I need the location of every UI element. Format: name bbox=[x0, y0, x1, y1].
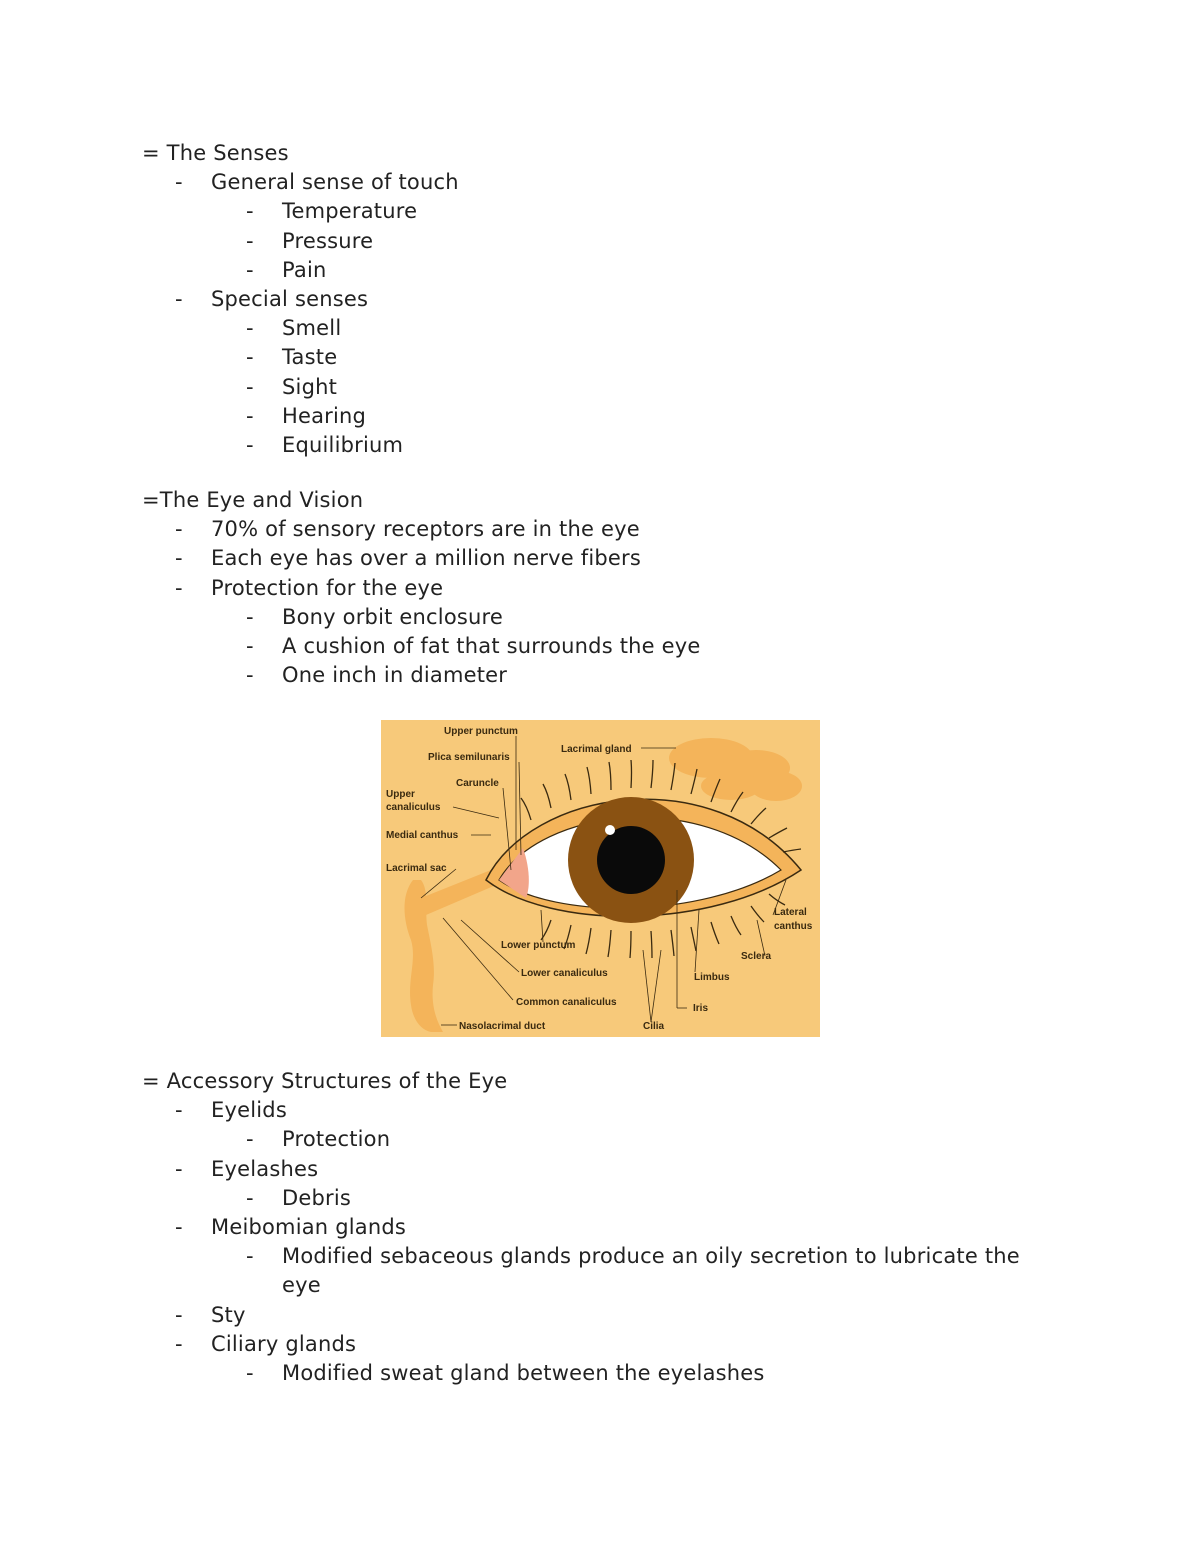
section-heading: =The Eye and Vision bbox=[142, 488, 364, 512]
list-item-text: Special senses bbox=[211, 287, 369, 312]
label-upper-canaliculus-line2: canaliculus bbox=[386, 802, 441, 813]
bullet-dash: - bbox=[246, 374, 254, 399]
sub-list-item-text: One inch in diameter bbox=[282, 663, 508, 688]
eye-diagram-svg bbox=[381, 720, 820, 1037]
bullet-dash: - bbox=[175, 575, 183, 600]
sub-list-item bbox=[142, 256, 1062, 285]
bullet-dash: - bbox=[175, 1156, 183, 1181]
pupil-shape bbox=[597, 826, 665, 894]
list-item bbox=[142, 544, 1062, 573]
sub-list-item-text: Sight bbox=[282, 374, 338, 399]
sub-list-item bbox=[142, 661, 1062, 690]
sub-list-item-text: Taste bbox=[282, 345, 338, 370]
label-medial-canthus: Medial canthus bbox=[386, 830, 459, 841]
sub-list-item bbox=[142, 197, 1062, 226]
list-item bbox=[142, 574, 1062, 603]
list-item bbox=[142, 1213, 1062, 1242]
label-lower-canaliculus: Lower canaliculus bbox=[521, 968, 608, 979]
list-item bbox=[142, 515, 1062, 544]
sub-list-item bbox=[142, 1125, 1062, 1154]
bullet-dash: - bbox=[175, 1302, 183, 1327]
label-limbus: Limbus bbox=[694, 972, 730, 983]
sub-list-item bbox=[142, 632, 1062, 661]
label-upper-canaliculus-line1: Upper bbox=[386, 789, 415, 800]
list-item-text: Eyelashes bbox=[211, 1156, 319, 1181]
sub-list-item bbox=[142, 227, 1062, 256]
sub-list-item bbox=[142, 603, 1062, 632]
bullet-dash: - bbox=[246, 604, 254, 629]
list-item-text: Sty bbox=[211, 1302, 246, 1327]
label-lacrimal-sac: Lacrimal sac bbox=[386, 863, 447, 874]
bullet-dash: - bbox=[175, 170, 183, 195]
bullet-dash: - bbox=[246, 433, 254, 458]
list-item bbox=[142, 285, 1062, 314]
label-lateral-canthus-line2: canthus bbox=[774, 921, 813, 932]
label-cilia: Cilia bbox=[643, 1021, 665, 1032]
sub-list-item bbox=[142, 1184, 1062, 1213]
label-nasolacrimal-duct: Nasolacrimal duct bbox=[459, 1021, 546, 1032]
list-item-text: Protection for the eye bbox=[211, 575, 444, 600]
sub-list-item-text: Hearing bbox=[282, 403, 367, 428]
list-item bbox=[142, 1301, 1062, 1330]
list-item bbox=[142, 1096, 1062, 1125]
label-common-canaliculus: Common canaliculus bbox=[516, 997, 617, 1008]
sub-list-item-text: Modified sweat gland between the eyelashes bbox=[282, 1361, 765, 1386]
label-sclera: Sclera bbox=[741, 951, 772, 962]
list-item bbox=[142, 168, 1062, 197]
label-iris: Iris bbox=[693, 1003, 709, 1014]
bullet-dash: - bbox=[246, 663, 254, 688]
section-heading: = The Senses bbox=[142, 141, 289, 165]
sub-list-item-text: Equilibrium bbox=[282, 433, 404, 458]
list-item bbox=[142, 1155, 1062, 1184]
bullet-dash: - bbox=[246, 634, 254, 659]
bullet-dash: - bbox=[175, 546, 183, 571]
sub-list-item-text: Pressure bbox=[282, 228, 374, 253]
list-item-text: Meibomian glands bbox=[211, 1215, 407, 1240]
sub-list-item bbox=[142, 402, 1062, 431]
bullet-dash: - bbox=[175, 287, 183, 312]
list-item-text: Each eye has over a million nerve fibers bbox=[211, 546, 642, 571]
sub-list-item-text: Bony orbit enclosure bbox=[282, 604, 504, 629]
bullet-dash: - bbox=[246, 1127, 254, 1152]
bullet-dash: - bbox=[175, 1098, 183, 1123]
bullet-dash: - bbox=[246, 1244, 254, 1269]
sub-list-item bbox=[142, 431, 1062, 460]
label-plica-semilunaris: Plica semilunaris bbox=[428, 752, 510, 763]
sub-list-item bbox=[142, 1242, 1042, 1300]
sub-list-item bbox=[142, 314, 1062, 343]
eye-diagram-image bbox=[381, 720, 820, 1037]
list-item-text: Ciliary glands bbox=[211, 1331, 357, 1356]
sub-list-item-text: Pain bbox=[282, 257, 327, 282]
sub-list-item-text: Modified sebaceous glands produce an oily secretion to lubricate the eye bbox=[282, 1244, 1020, 1298]
list-item-text: Eyelids bbox=[211, 1098, 287, 1123]
sub-list-item-text: Protection bbox=[282, 1127, 391, 1152]
sub-list-item bbox=[142, 343, 1062, 372]
sub-list-item bbox=[142, 1359, 1062, 1388]
bullet-dash: - bbox=[246, 257, 254, 282]
bullet-dash: - bbox=[246, 1361, 254, 1386]
light-reflection bbox=[605, 825, 615, 835]
section-accessory-structures bbox=[142, 1067, 1062, 1388]
section-heading: = Accessory Structures of the Eye bbox=[142, 1069, 508, 1093]
bullet-dash: - bbox=[175, 1331, 183, 1356]
bullet-dash: - bbox=[175, 1215, 183, 1240]
label-caruncle: Caruncle bbox=[456, 778, 499, 789]
sub-list-item-text: Temperature bbox=[282, 199, 418, 224]
sub-list-item-text: Debris bbox=[282, 1185, 352, 1210]
label-upper-punctum: Upper punctum bbox=[444, 726, 518, 737]
list-item-text: 70% of sensory receptors are in the eye bbox=[211, 517, 640, 542]
label-lacrimal-gland: Lacrimal gland bbox=[561, 744, 632, 755]
sub-list-item-text: Smell bbox=[282, 316, 342, 341]
section-eye-and-vision bbox=[142, 486, 1062, 690]
bullet-dash: - bbox=[246, 228, 254, 253]
sub-list-item bbox=[142, 373, 1062, 402]
label-lower-punctum: Lower punctum bbox=[501, 940, 576, 951]
section-the-senses bbox=[142, 139, 1062, 460]
bullet-dash: - bbox=[246, 316, 254, 341]
list-item bbox=[142, 1330, 1062, 1359]
list-item-text: General sense of touch bbox=[211, 170, 459, 195]
bullet-dash: - bbox=[246, 199, 254, 224]
sub-list-item-text: A cushion of fat that surrounds the eye bbox=[282, 634, 701, 659]
bullet-dash: - bbox=[175, 517, 183, 542]
label-lateral-canthus-line1: Lateral bbox=[774, 907, 807, 918]
bullet-dash: - bbox=[246, 403, 254, 428]
bullet-dash: - bbox=[246, 345, 254, 370]
bullet-dash: - bbox=[246, 1185, 254, 1210]
